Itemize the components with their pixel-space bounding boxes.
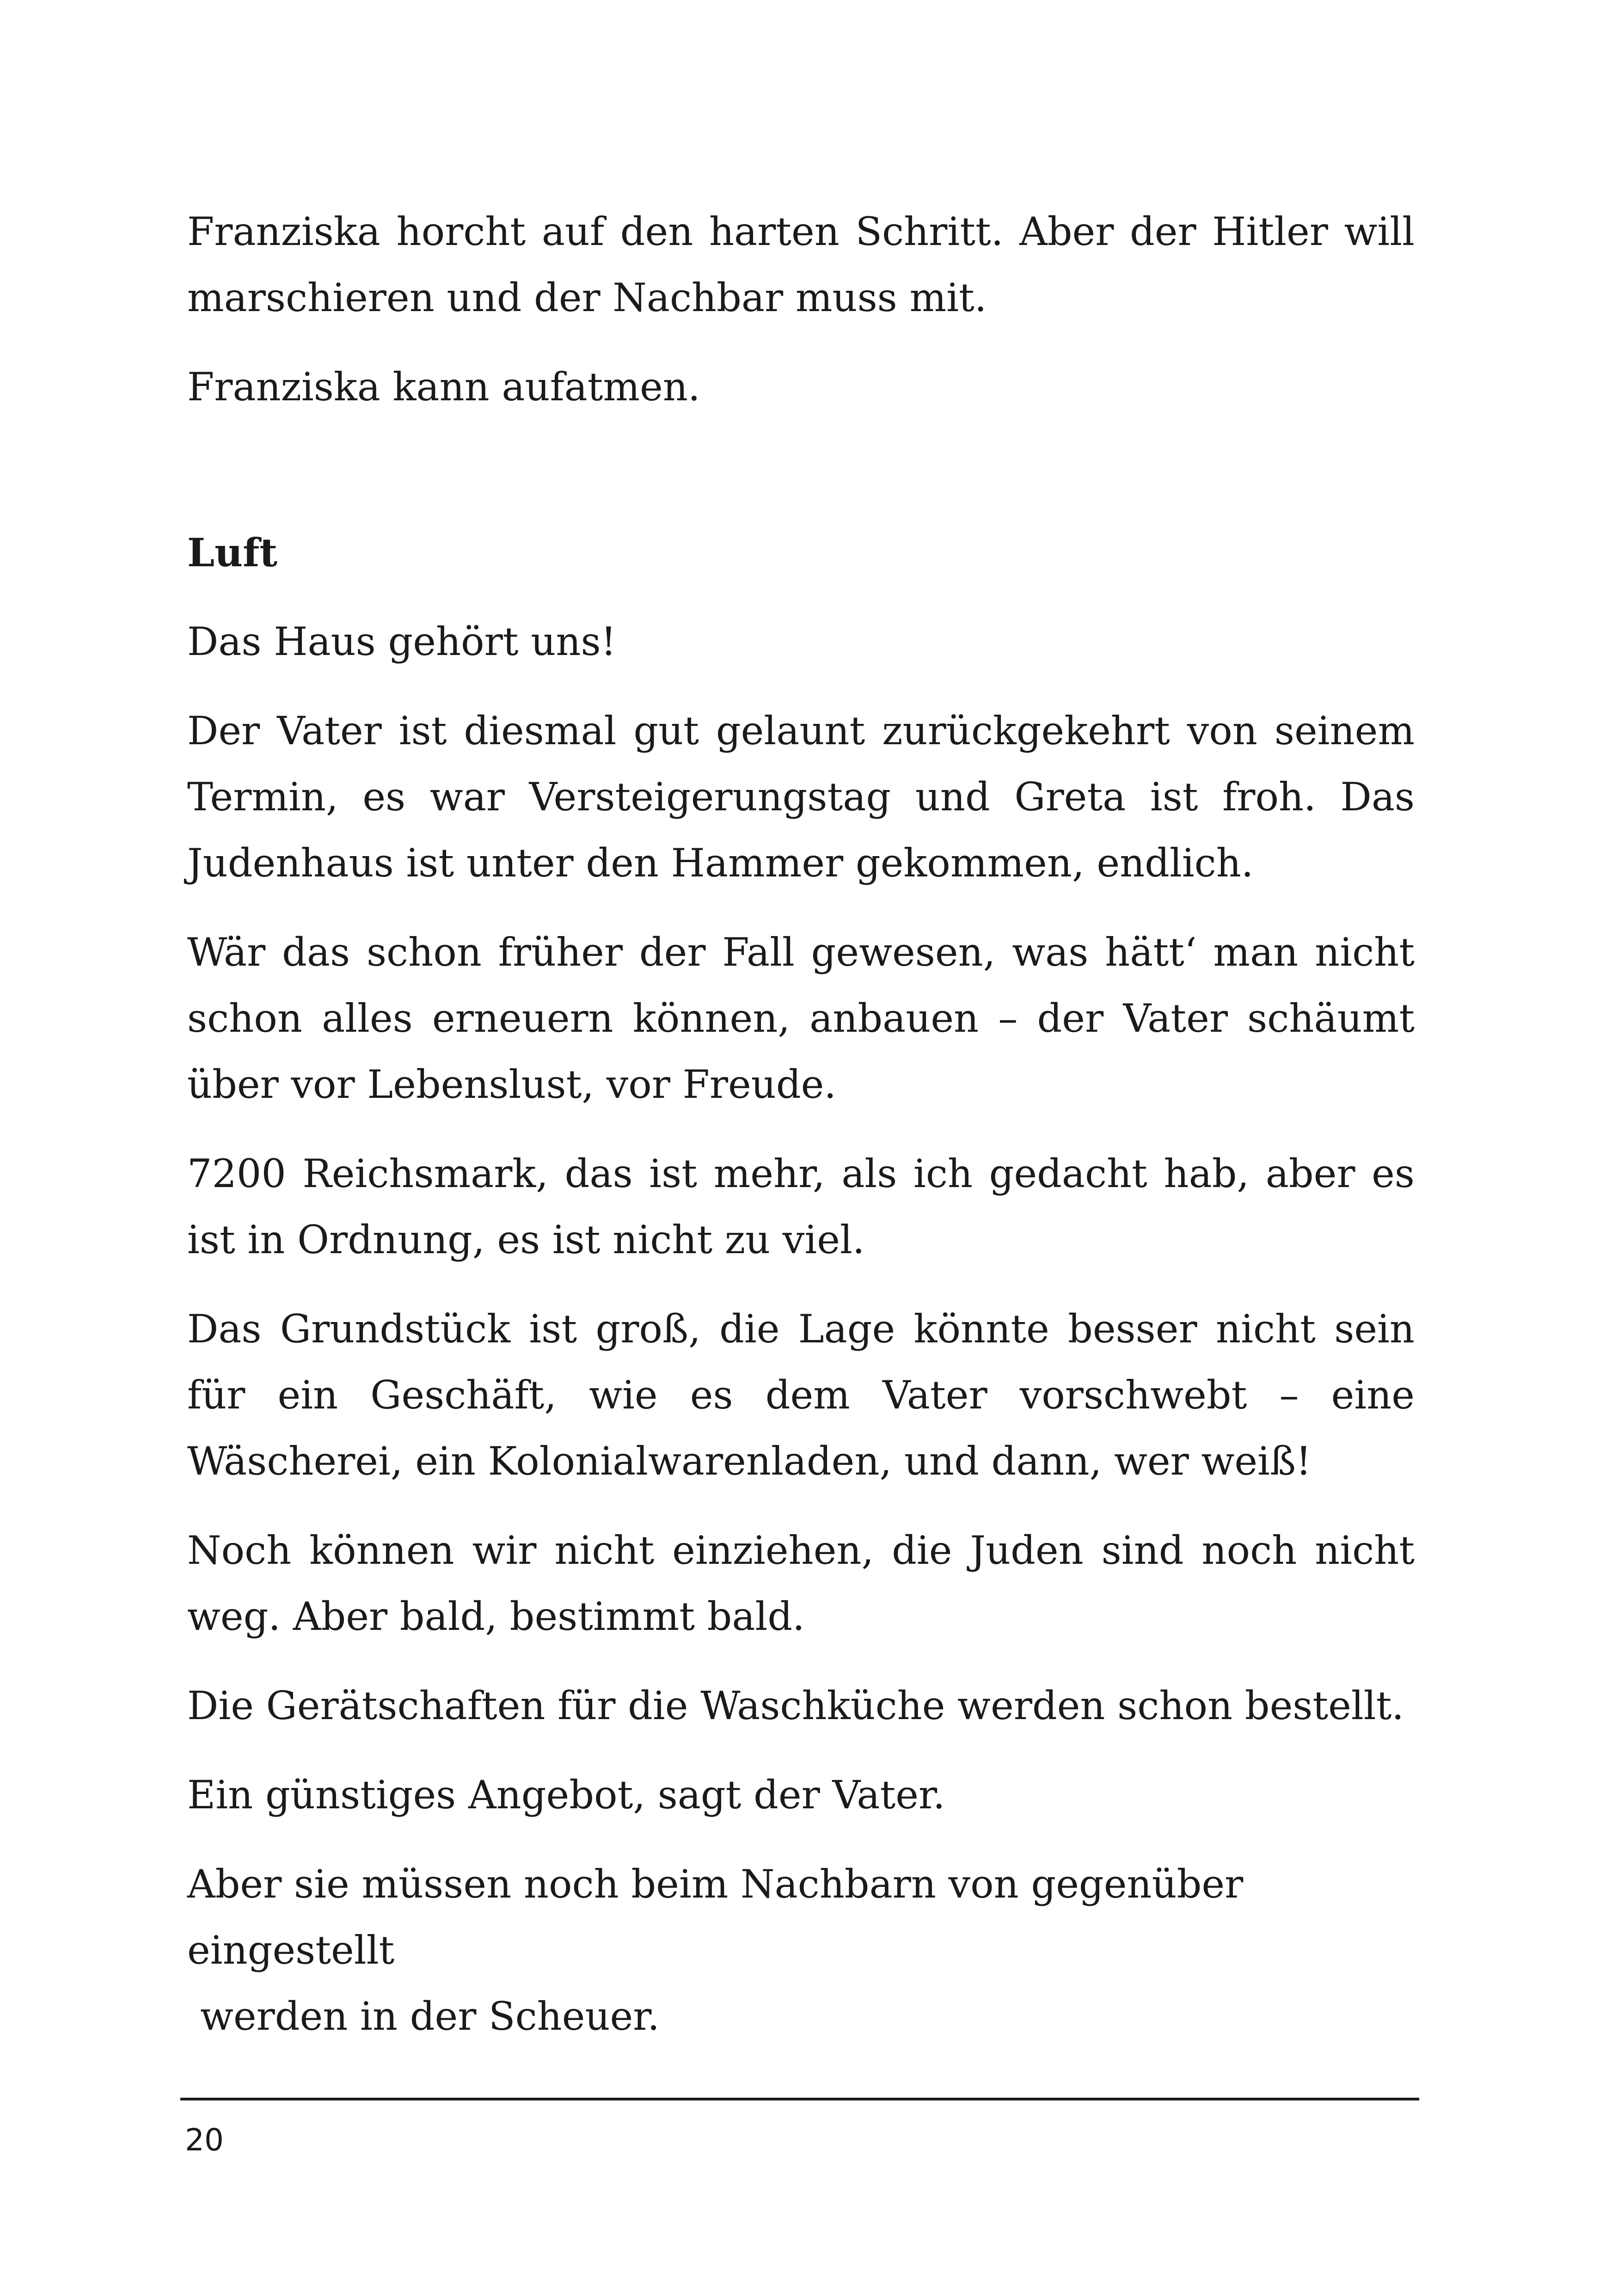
paragraph: Die Gerätschaften für die Waschküche werden schon bestellt.	[187, 1683, 1404, 1728]
page-number: 20	[185, 2122, 224, 2158]
paragraph: Der Vater ist diesmal gut gelaunt zurückgekehrt von seinem Termin, es war Versteigerungstag und Greta ist froh. Das Judenhaus ist unter den Hammer gekommen, endlich.	[187, 708, 1415, 886]
paragraph: Das Grundstück ist groß, die Lage könnte besser nicht sein für ein Geschäft, wie es dem Vater vorschwebt – eine Wäscherei, ein Kolonialwarenladen, und dann, wer weiß!	[187, 1306, 1415, 1484]
paragraph: Noch können wir nicht einziehen, die Juden sind noch nicht weg. Aber bald, bestimmt bald.	[187, 1528, 1415, 1639]
paragraph: Das Haus gehört uns!	[187, 619, 617, 664]
paragraph: Franziska kann aufatmen.	[187, 364, 700, 410]
final-paragraph-line-2: werden in der Scheuer.	[200, 1994, 660, 2039]
paragraph: 7200 Reichsmark, das ist mehr, als ich gedacht hab, aber es ist in Ordnung, es ist nicht zu viel.	[187, 1151, 1415, 1262]
paragraph: Franziska horcht auf den harten Schritt. Aber der Hitler will marschieren und der Nachbar muss mit.	[187, 209, 1415, 320]
body-text	[187, 199, 1415, 2073]
footer-rule	[180, 2098, 1419, 2100]
paragraph: Wär das schon früher der Fall gewesen, was hätt‘ man nicht schon alles erneuern können, anbauen – der Vater schäumt über vor Lebenslust, vor Freude.	[187, 930, 1415, 1107]
paragraph: Ein günstiges Angebot, sagt der Vater.	[187, 1772, 945, 1818]
section-heading: Luft	[187, 530, 278, 576]
final-paragraph	[187, 1851, 1415, 2050]
final-paragraph-line-1: Aber sie müssen noch beim Nachbarn von gegenüber eingestellt	[187, 1861, 1244, 1973]
